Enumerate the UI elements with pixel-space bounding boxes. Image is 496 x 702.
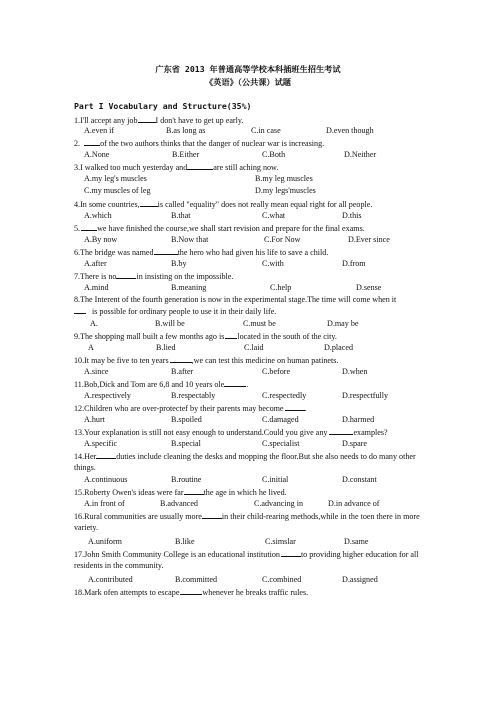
option-b: B.committed: [175, 575, 218, 584]
answer-blank: [116, 270, 136, 279]
option-b: B.Now that: [171, 235, 209, 244]
option-a: A.which: [84, 211, 112, 220]
option-b: B.routine: [171, 475, 202, 484]
question-7: [74, 270, 434, 282]
question-text: 13.Your explanation is still not easy enough to understand.Could you give any: [74, 428, 328, 437]
question-text: .: [246, 380, 249, 389]
question-text: examples?: [353, 428, 388, 437]
question-text: 16.Rural communities are usually more: [74, 512, 202, 521]
option-a: A.specific: [84, 439, 118, 448]
option-d: D.sense: [356, 283, 382, 292]
option-c: C.For Now: [264, 235, 301, 244]
question-6: [74, 246, 434, 258]
answer-blank: [329, 426, 353, 435]
question-text: 1.I'll accept any job: [74, 116, 138, 125]
part-heading: Part I Vocabulary and Structure(35%): [74, 101, 252, 111]
exam-subtitle: 《英语》（公共课）试题: [205, 77, 291, 87]
question-8: [74, 294, 434, 305]
question-text: duties include cleaning the desks and mopping the floor.But she also needs to do many other things.: [74, 452, 416, 472]
option-a: A.mind: [84, 283, 109, 292]
option-b: B.special: [171, 439, 201, 448]
option-d: D.spare: [342, 439, 367, 448]
option-d: D.constant: [342, 475, 377, 484]
option-b: B.respectably: [171, 391, 216, 400]
option-b: B.Either: [172, 150, 200, 159]
option-c: C.specialist: [262, 439, 300, 448]
option-b: B.as long as: [166, 126, 206, 135]
question-14: [74, 450, 434, 473]
option-a: A.: [90, 319, 98, 328]
option-d: D.when: [342, 367, 368, 376]
question-text: 17.John Smith Community College is an educational institution: [74, 550, 280, 559]
question-15: [74, 486, 434, 498]
question-9: [74, 330, 434, 342]
question-text: 18.Mark ofen attempts to escape: [74, 588, 180, 597]
option-c: C.what: [262, 211, 286, 220]
answer-blank: [138, 114, 156, 123]
option-d: D.this: [342, 211, 362, 220]
option-c: C.help: [270, 283, 292, 292]
option-a: A.hurt: [84, 415, 105, 424]
option-c: C.Both: [262, 150, 286, 159]
question-17: [74, 548, 434, 571]
exam-title: 广东省 2013 年普通高等学校本科插班生招生考试: [155, 64, 341, 74]
option-c: C.advancing in: [254, 499, 304, 508]
option-a: A.By now: [84, 235, 118, 244]
question-text: to providing higher education for all residents in the community.: [74, 550, 419, 570]
option-b: B.will be: [155, 319, 185, 328]
question-16: [74, 510, 434, 533]
question-text: 3.I walked too much yesterday and: [74, 163, 188, 172]
answer-blank: [285, 402, 305, 411]
option-b: B.lied: [156, 343, 176, 352]
answer-blank: [84, 137, 100, 146]
option-d: D.assigned: [342, 575, 378, 584]
option-b: B.that: [171, 211, 191, 220]
option-a: A.in front of: [84, 499, 125, 508]
question-text: we have finished the course,we shall start revision and prepare for the final exams.: [97, 224, 365, 233]
option-a: A.since: [84, 367, 109, 376]
question-text: 14.Her: [74, 452, 97, 461]
option-a: A.None: [84, 150, 110, 159]
option-d: D.placed: [324, 343, 353, 352]
question-text: ,we can test this medicine on human patinets.: [191, 356, 339, 365]
option-c: C.respectedly: [262, 391, 307, 400]
question-text: whenever he breaks traffic rules.: [202, 588, 309, 597]
question-text: is called "equality" does not really mean equal right for all people.: [157, 200, 373, 209]
question-text: 12.Children who are over-protectef by their parents may become: [74, 404, 284, 413]
option-c: C.initial: [262, 475, 289, 484]
answer-blank: [81, 222, 97, 231]
answer-blank: [281, 548, 301, 557]
answer-blank: [187, 161, 213, 170]
question-text: the hero who had given his life to save a child.: [177, 248, 329, 257]
question-text: is possible for ordinary people to use it in their daily life.: [92, 307, 277, 316]
option-a: A.contributed: [88, 575, 133, 584]
question-text: located in the south of the city.: [237, 332, 337, 341]
option-b: B.by: [171, 259, 187, 268]
option-b: B.after: [171, 367, 194, 376]
option-c: C.my muscles of leg: [84, 186, 151, 195]
question-2: [74, 137, 434, 149]
question-text: 15.Roberty Owen's ideas were far: [74, 488, 184, 497]
question-text: 2.: [74, 139, 81, 148]
option-a: A: [88, 343, 94, 352]
option-a: A.uniform: [88, 537, 122, 546]
option-a: A.respectively: [84, 391, 131, 400]
answer-blank: [96, 450, 116, 459]
option-d: D.Ever since: [348, 235, 390, 244]
question-10: [74, 354, 434, 366]
question-5: [74, 222, 434, 234]
option-b: B.my leg muscles: [255, 174, 313, 183]
question-text: 6.The bridge was named: [74, 248, 154, 257]
question-text: 7.There is no: [74, 272, 117, 281]
option-d: D.same: [344, 537, 369, 546]
question-text: in insisting on the impossible.: [136, 272, 234, 281]
answer-blank: [140, 198, 158, 207]
option-d: D.may be: [327, 319, 359, 328]
question-text: 10.It may be five to ten years: [74, 356, 169, 365]
question-text: 8.The Interent of the fourth generation is now in the experimental stage.The time will come when it: [74, 295, 397, 304]
answer-blank: [184, 486, 204, 495]
answer-blank: [225, 330, 237, 339]
question-11: [74, 378, 434, 390]
question-18: [74, 586, 434, 598]
option-d: D.Neither: [344, 150, 377, 159]
question-text: of the two authors thinks that the danger of nuclear war is increasing.: [100, 139, 325, 148]
question-text: 11.Bob,Dick and Tom are 6,8 and 10 years ole: [74, 380, 225, 389]
question-8-cont: [74, 305, 434, 317]
option-c: C.before: [262, 367, 291, 376]
answer-blank: [224, 378, 249, 389]
option-d: D.harmed: [342, 415, 375, 424]
option-b: B.meaning: [171, 283, 207, 292]
option-a: A.continuous: [84, 475, 128, 484]
question-text: in their child-rearing methods,while in the toen there in more variety.: [74, 512, 420, 532]
option-a: A.even if: [84, 126, 115, 135]
question-text: .: [304, 404, 307, 413]
question-text: 5.: [74, 224, 81, 233]
option-c: C.in case: [251, 126, 281, 135]
option-c: C.combined: [262, 575, 302, 584]
answer-blank: [74, 305, 86, 314]
option-d: D.in advance of: [328, 499, 380, 508]
option-c: C.simslar: [265, 537, 296, 546]
answer-blank: [170, 354, 192, 363]
option-a: A.my leg's muscles: [84, 174, 147, 183]
option-c: C.must be: [243, 319, 276, 328]
option-b: B.advanced: [160, 499, 198, 508]
option-d: D.my legs'muscles: [255, 186, 316, 195]
option-b: B.spoiled: [171, 415, 202, 424]
question-text: the age in which he lived.: [203, 488, 287, 497]
option-c: C.damaged: [262, 415, 299, 424]
option-c: C.laid: [244, 343, 264, 352]
question-text: 4.In some countries,: [74, 200, 140, 209]
answer-blank: [154, 246, 178, 255]
answer-blank: [180, 586, 202, 595]
option-d: D.respectfully: [342, 391, 389, 400]
option-c: C.with: [262, 259, 284, 268]
option-a: A.after: [84, 259, 107, 268]
question-4: [74, 198, 434, 210]
question-text: 9.The shopping mall built a few months ago is: [74, 332, 225, 341]
question-12: [74, 402, 434, 414]
question-text: I don't have to get up early.: [155, 116, 244, 125]
question-text: are still aching now.: [213, 163, 279, 172]
question-13: [74, 426, 434, 438]
option-d: D.even though: [326, 126, 374, 135]
option-b: B.like: [175, 537, 195, 546]
option-d: D.from: [342, 259, 366, 268]
question-3: [74, 161, 434, 173]
answer-blank: [202, 510, 222, 519]
